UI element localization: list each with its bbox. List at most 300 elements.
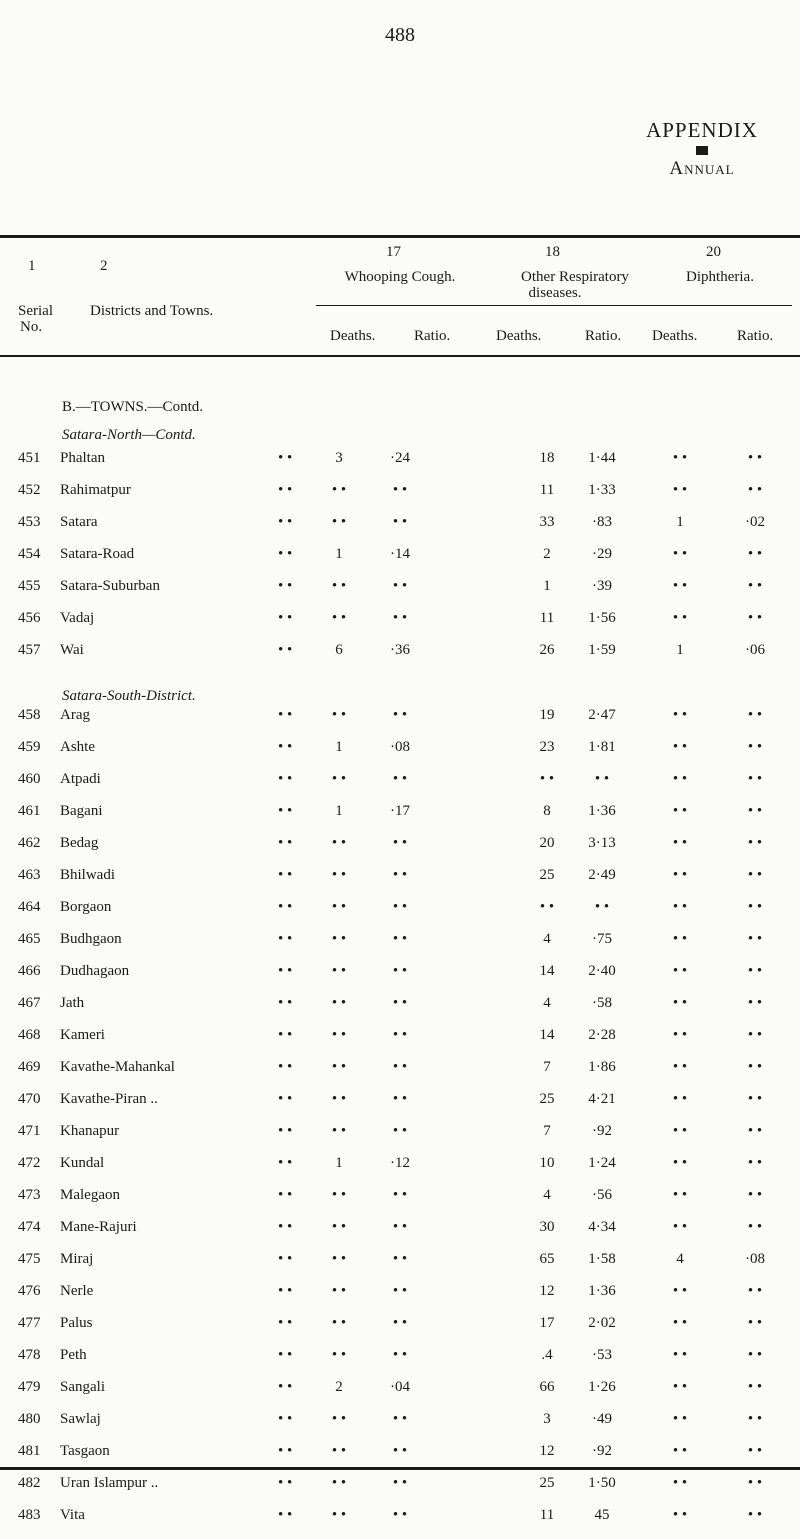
- diphtheria-ratio: • •: [747, 835, 763, 851]
- whooping-cough-ratio: • •: [392, 867, 408, 883]
- whooping-cough-ratio: • •: [392, 931, 408, 947]
- whooping-cough-ratio: ·24: [390, 450, 410, 466]
- whooping-cough-deaths: • •: [331, 931, 347, 947]
- whooping-cough-ratio: ·04: [390, 1379, 410, 1395]
- whooping-cough-ratio: • •: [392, 578, 408, 594]
- bottom-rule: [0, 1467, 800, 1470]
- serial-number: 458: [18, 707, 41, 723]
- whooping-cough-ratio: • •: [392, 1411, 408, 1427]
- diphtheria-deaths: • •: [672, 1507, 688, 1523]
- respiratory-deaths: 8: [543, 803, 551, 819]
- serial-number: 477: [18, 1315, 41, 1331]
- diphtheria-ratio: • •: [747, 1379, 763, 1395]
- table-row: [0, 739, 800, 771]
- town-name: Malegaon: [60, 1187, 120, 1203]
- leader-dots: • •: [278, 1315, 293, 1331]
- respiratory-ratio: • •: [594, 771, 610, 787]
- serial-number: 468: [18, 1027, 41, 1043]
- whooping-cough-deaths: • •: [331, 578, 347, 594]
- serial-number: 453: [18, 514, 41, 530]
- respiratory-deaths: 7: [543, 1059, 551, 1075]
- table-row: [0, 1507, 800, 1539]
- header-ratio-20: Ratio.: [737, 328, 774, 344]
- diphtheria-deaths: • •: [672, 995, 688, 1011]
- leader-dots: • •: [278, 867, 293, 883]
- respiratory-deaths: 4: [543, 1187, 551, 1203]
- header-whooping-cough: Whooping Cough.: [344, 269, 456, 285]
- respiratory-ratio: 2·02: [588, 1315, 616, 1331]
- serial-number: 473: [18, 1187, 41, 1203]
- whooping-cough-ratio: • •: [392, 1475, 408, 1491]
- respiratory-ratio: ·29: [592, 546, 612, 562]
- serial-number: 475: [18, 1251, 41, 1267]
- town-name: Peth: [60, 1347, 87, 1363]
- table-row: [0, 450, 800, 482]
- header-ratio-17: Ratio.: [414, 328, 451, 344]
- leader-dots: • •: [278, 771, 293, 787]
- whooping-cough-deaths: 2: [335, 1379, 343, 1395]
- town-name: Sangali: [60, 1379, 105, 1395]
- respiratory-ratio: 1·56: [588, 610, 616, 626]
- diphtheria-deaths: • •: [672, 482, 688, 498]
- table-row: [0, 803, 800, 835]
- respiratory-deaths: 23: [539, 739, 555, 755]
- leader-dots: • •: [278, 1379, 293, 1395]
- respiratory-ratio: 2·40: [588, 963, 616, 979]
- section-satara-north-heading: Satara-North—Contd.: [62, 427, 196, 443]
- whooping-cough-ratio: • •: [392, 1251, 408, 1267]
- whooping-cough-ratio: ·12: [390, 1155, 410, 1171]
- whooping-cough-ratio: ·14: [390, 546, 410, 562]
- whooping-cough-deaths: • •: [331, 1251, 347, 1267]
- leader-dots: • •: [278, 995, 293, 1011]
- whooping-cough-deaths: • •: [331, 995, 347, 1011]
- respiratory-deaths: 26: [539, 642, 555, 658]
- diphtheria-ratio: • •: [747, 450, 763, 466]
- diphtheria-deaths: • •: [672, 1219, 688, 1235]
- town-name: Bagani: [60, 803, 103, 819]
- serial-number: 480: [18, 1411, 41, 1427]
- whooping-cough-ratio: • •: [392, 1187, 408, 1203]
- header-deaths-18: Deaths.: [496, 328, 542, 344]
- leader-dots: • •: [278, 1187, 293, 1203]
- table-row: [0, 1251, 800, 1283]
- table-row: [0, 1347, 800, 1379]
- whooping-cough-deaths: • •: [331, 835, 347, 851]
- whooping-cough-ratio: • •: [392, 1347, 408, 1363]
- town-name: Bedag: [60, 835, 99, 851]
- diphtheria-ratio: • •: [747, 1219, 763, 1235]
- diphtheria-ratio: • •: [747, 771, 763, 787]
- whooping-cough-ratio: ·36: [390, 642, 410, 658]
- diphtheria-ratio: • •: [747, 1507, 763, 1523]
- diphtheria-deaths: • •: [672, 739, 688, 755]
- diphtheria-deaths: • •: [672, 546, 688, 562]
- diphtheria-ratio: • •: [747, 1027, 763, 1043]
- header-other-respiratory-2: diseases.: [528, 285, 582, 301]
- diphtheria-deaths: • •: [672, 450, 688, 466]
- leader-dots: • •: [278, 642, 293, 658]
- respiratory-ratio: ·49: [592, 1411, 612, 1427]
- town-name: Borgaon: [60, 899, 112, 915]
- leader-dots: • •: [278, 1443, 293, 1459]
- header-deaths-17: Deaths.: [330, 328, 376, 344]
- respiratory-deaths: 11: [539, 1507, 555, 1523]
- diphtheria-deaths: • •: [672, 931, 688, 947]
- serial-number: 451: [18, 450, 41, 466]
- respiratory-ratio: 4·21: [588, 1091, 616, 1107]
- serial-number: 454: [18, 546, 41, 562]
- whooping-cough-deaths: • •: [331, 867, 347, 883]
- town-name: Bhilwadi: [60, 867, 115, 883]
- town-name: Wai: [60, 642, 84, 658]
- town-name: Rahimatpur: [60, 482, 131, 498]
- diphtheria-ratio: • •: [747, 1347, 763, 1363]
- serial-number: 471: [18, 1123, 41, 1139]
- table-row: [0, 578, 800, 610]
- whooping-cough-ratio: • •: [392, 1091, 408, 1107]
- whooping-cough-deaths: • •: [331, 482, 347, 498]
- leader-dots: • •: [278, 1283, 293, 1299]
- header-other-respiratory: Other Respiratory: [521, 269, 629, 285]
- serial-number: 482: [18, 1475, 41, 1491]
- whooping-cough-ratio: • •: [392, 771, 408, 787]
- whooping-cough-ratio: • •: [392, 1315, 408, 1331]
- serial-number: 474: [18, 1219, 41, 1235]
- diphtheria-ratio: • •: [747, 739, 763, 755]
- whooping-cough-deaths: • •: [331, 1027, 347, 1043]
- diphtheria-deaths: • •: [672, 1379, 688, 1395]
- respiratory-ratio: 1·36: [588, 803, 616, 819]
- respiratory-ratio: 2·49: [588, 867, 616, 883]
- town-name: Vita: [60, 1507, 85, 1523]
- town-name: Dudhagaon: [60, 963, 130, 979]
- leader-dots: • •: [278, 514, 293, 530]
- respiratory-deaths: 4: [543, 931, 551, 947]
- respiratory-deaths: 12: [539, 1443, 555, 1459]
- diphtheria-ratio: ·06: [745, 642, 765, 658]
- whooping-cough-deaths: 3: [335, 450, 343, 466]
- diphtheria-deaths: • •: [672, 578, 688, 594]
- section-satara-south-heading: Satara-South-District.: [62, 688, 196, 704]
- page-number: 488: [385, 24, 415, 46]
- table-row: [0, 1219, 800, 1251]
- leader-dots: • •: [278, 1059, 293, 1075]
- leader-dots: • •: [278, 546, 293, 562]
- header-serial: Serial: [18, 303, 53, 319]
- table-row: [0, 610, 800, 642]
- diphtheria-deaths: • •: [672, 610, 688, 626]
- serial-number: 463: [18, 867, 41, 883]
- diphtheria-deaths: • •: [672, 707, 688, 723]
- respiratory-ratio: 1·44: [588, 450, 616, 466]
- diphtheria-deaths: • •: [672, 1123, 688, 1139]
- whooping-cough-ratio: ·08: [390, 739, 410, 755]
- diphtheria-deaths: • •: [672, 1411, 688, 1427]
- whooping-cough-ratio: • •: [392, 1507, 408, 1523]
- whooping-cough-deaths: • •: [331, 1315, 347, 1331]
- whooping-cough-ratio: • •: [392, 1283, 408, 1299]
- respiratory-deaths: 65: [539, 1251, 555, 1267]
- table-row: [0, 514, 800, 546]
- serial-number: 457: [18, 642, 41, 658]
- respiratory-deaths: 7: [543, 1123, 551, 1139]
- respiratory-deaths: 66: [539, 1379, 555, 1395]
- whooping-cough-deaths: 1: [335, 803, 343, 819]
- diphtheria-ratio: • •: [747, 1411, 763, 1427]
- diphtheria-ratio: • •: [747, 1187, 763, 1203]
- respiratory-deaths: 14: [539, 963, 555, 979]
- respiratory-ratio: ·92: [592, 1443, 612, 1459]
- col-number-20: 20: [706, 244, 721, 260]
- respiratory-ratio: ·56: [592, 1187, 612, 1203]
- respiratory-deaths: • •: [539, 899, 555, 915]
- whooping-cough-deaths: 1: [335, 1155, 343, 1171]
- diphtheria-ratio: • •: [747, 1443, 763, 1459]
- leader-dots: • •: [278, 1091, 293, 1107]
- diphtheria-ratio: • •: [747, 963, 763, 979]
- whooping-cough-deaths: • •: [331, 1507, 347, 1523]
- whooping-cough-deaths: • •: [331, 610, 347, 626]
- diphtheria-ratio: • •: [747, 1315, 763, 1331]
- respiratory-ratio: 1·33: [588, 482, 616, 498]
- serial-number: 469: [18, 1059, 41, 1075]
- diphtheria-deaths: • •: [672, 1059, 688, 1075]
- leader-dots: • •: [278, 1507, 293, 1523]
- diphtheria-ratio: • •: [747, 707, 763, 723]
- top-rule: [0, 235, 800, 238]
- col-number-18: 18: [545, 244, 560, 260]
- whooping-cough-ratio: • •: [392, 963, 408, 979]
- diphtheria-ratio: • •: [747, 1123, 763, 1139]
- diphtheria-ratio: • •: [747, 610, 763, 626]
- serial-number: 472: [18, 1155, 41, 1171]
- table-row: [0, 546, 800, 578]
- whooping-cough-deaths: 1: [335, 546, 343, 562]
- table-row: [0, 1091, 800, 1123]
- respiratory-ratio: 1·86: [588, 1059, 616, 1075]
- respiratory-deaths: 25: [539, 1091, 555, 1107]
- respiratory-deaths: 33: [539, 514, 555, 530]
- town-name: Kavathe-Piran ..: [60, 1091, 158, 1107]
- town-name: Sawlaj: [60, 1411, 101, 1427]
- col-number-2: 2: [100, 258, 108, 274]
- respiratory-deaths: 19: [539, 707, 555, 723]
- diphtheria-ratio: ·08: [745, 1251, 765, 1267]
- serial-number: 478: [18, 1347, 41, 1363]
- leader-dots: • •: [278, 1155, 293, 1171]
- leader-dots: • •: [278, 707, 293, 723]
- appendix-heading: [632, 118, 772, 180]
- respiratory-ratio: 45: [594, 1507, 610, 1523]
- leader-dots: • •: [278, 578, 293, 594]
- header-bottom-rule: [0, 355, 800, 357]
- table-row: [0, 1283, 800, 1315]
- respiratory-ratio: 4·34: [588, 1219, 616, 1235]
- whooping-cough-deaths: • •: [331, 1347, 347, 1363]
- table-row: [0, 1475, 800, 1507]
- diphtheria-deaths: • •: [672, 1443, 688, 1459]
- table-row: [0, 1443, 800, 1475]
- table-row: [0, 1187, 800, 1219]
- header-serial-no: No.: [20, 319, 43, 335]
- respiratory-ratio: ·75: [592, 931, 612, 947]
- leader-dots: • •: [278, 1123, 293, 1139]
- table-row: [0, 1059, 800, 1091]
- town-name: Satara: [60, 514, 98, 530]
- respiratory-deaths: 20: [539, 835, 555, 851]
- respiratory-ratio: 1·36: [588, 1283, 616, 1299]
- whooping-cough-ratio: • •: [392, 899, 408, 915]
- diphtheria-ratio: • •: [747, 899, 763, 915]
- table-row: [0, 482, 800, 514]
- section-towns-heading: B.—TOWNS.—Contd.: [62, 399, 203, 415]
- table-row: [0, 1155, 800, 1187]
- town-name: Nerle: [60, 1283, 94, 1299]
- whooping-cough-deaths: • •: [331, 707, 347, 723]
- diphtheria-ratio: • •: [747, 1155, 763, 1171]
- serial-number: 476: [18, 1283, 41, 1299]
- diphtheria-deaths: • •: [672, 867, 688, 883]
- leader-dots: • •: [278, 610, 293, 626]
- respiratory-ratio: • •: [594, 899, 610, 915]
- respiratory-ratio: ·58: [592, 995, 612, 1011]
- diphtheria-deaths: • •: [672, 1347, 688, 1363]
- respiratory-ratio: 1·50: [588, 1475, 616, 1491]
- diphtheria-deaths: 1: [676, 514, 684, 530]
- diphtheria-deaths: • •: [672, 803, 688, 819]
- table-row: [0, 867, 800, 899]
- serial-number: 456: [18, 610, 41, 626]
- whooping-cough-deaths: 6: [335, 642, 343, 658]
- respiratory-ratio: 1·24: [588, 1155, 616, 1171]
- diphtheria-deaths: • •: [672, 1091, 688, 1107]
- serial-number: 467: [18, 995, 41, 1011]
- respiratory-deaths: • •: [539, 771, 555, 787]
- whooping-cough-deaths: • •: [331, 514, 347, 530]
- whooping-cough-deaths: • •: [331, 1475, 347, 1491]
- town-name: Khanapur: [60, 1123, 120, 1139]
- respiratory-deaths: 25: [539, 867, 555, 883]
- header-deaths-20: Deaths.: [652, 328, 698, 344]
- leader-dots: • •: [278, 899, 293, 915]
- leader-dots: • •: [278, 835, 293, 851]
- town-name: Kameri: [60, 1027, 105, 1043]
- respiratory-ratio: ·53: [592, 1347, 612, 1363]
- respiratory-deaths: .4: [541, 1347, 553, 1363]
- whooping-cough-ratio: ·17: [390, 803, 410, 819]
- col-number-1: 1: [28, 258, 36, 274]
- leader-dots: • •: [278, 963, 293, 979]
- table-row: [0, 931, 800, 963]
- table-row: [0, 707, 800, 739]
- serial-number: 470: [18, 1091, 41, 1107]
- respiratory-ratio: 1·59: [588, 642, 616, 658]
- whooping-cough-ratio: • •: [392, 610, 408, 626]
- table-row: [0, 1315, 800, 1347]
- whooping-cough-deaths: • •: [331, 1091, 347, 1107]
- respiratory-ratio: 1·81: [588, 739, 616, 755]
- whooping-cough-ratio: • •: [392, 1027, 408, 1043]
- town-name: Jath: [60, 995, 85, 1011]
- serial-number: 461: [18, 803, 41, 819]
- respiratory-deaths: 14: [539, 1027, 555, 1043]
- table-row: [0, 899, 800, 931]
- table-row: [0, 642, 800, 674]
- respiratory-deaths: 18: [539, 450, 555, 466]
- respiratory-deaths: 1: [543, 578, 551, 594]
- town-name: Atpadi: [60, 771, 101, 787]
- town-name: Uran Islampur ..: [60, 1475, 159, 1491]
- respiratory-deaths: 11: [539, 610, 555, 626]
- whooping-cough-deaths: 1: [335, 739, 343, 755]
- serial-number: 459: [18, 739, 41, 755]
- diphtheria-ratio: • •: [747, 1283, 763, 1299]
- town-name: Palus: [60, 1315, 93, 1331]
- diphtheria-deaths: • •: [672, 1283, 688, 1299]
- whooping-cough-deaths: • •: [331, 1443, 347, 1459]
- appendix-mark: [696, 146, 708, 155]
- whooping-cough-ratio: • •: [392, 995, 408, 1011]
- respiratory-deaths: 30: [539, 1219, 555, 1235]
- leader-dots: • •: [278, 1251, 293, 1267]
- town-name: Satara-Suburban: [60, 578, 160, 594]
- leader-dots: • •: [278, 803, 293, 819]
- leader-dots: • •: [278, 1027, 293, 1043]
- leader-dots: • •: [278, 1347, 293, 1363]
- respiratory-deaths: 25: [539, 1475, 555, 1491]
- serial-number: 460: [18, 771, 41, 787]
- respiratory-deaths: 4: [543, 995, 551, 1011]
- respiratory-deaths: 3: [543, 1411, 551, 1427]
- whooping-cough-deaths: • •: [331, 1411, 347, 1427]
- respiratory-ratio: 2·47: [588, 707, 616, 723]
- diphtheria-ratio: • •: [747, 482, 763, 498]
- whooping-cough-deaths: • •: [331, 963, 347, 979]
- table-row: [0, 771, 800, 803]
- diphtheria-deaths: 1: [676, 642, 684, 658]
- appendix-title: APPENDIX: [646, 118, 758, 142]
- diphtheria-deaths: • •: [672, 835, 688, 851]
- respiratory-ratio: 3·13: [588, 835, 616, 851]
- whooping-cough-ratio: • •: [392, 514, 408, 530]
- leader-dots: • •: [278, 482, 293, 498]
- town-name: Tasgaon: [60, 1443, 110, 1459]
- whooping-cough-ratio: • •: [392, 1123, 408, 1139]
- serial-number: 452: [18, 482, 41, 498]
- leader-dots: • •: [278, 739, 293, 755]
- whooping-cough-deaths: • •: [331, 1219, 347, 1235]
- respiratory-ratio: ·83: [592, 514, 612, 530]
- respiratory-ratio: 1·58: [588, 1251, 616, 1267]
- whooping-cough-deaths: • •: [331, 771, 347, 787]
- leader-dots: • •: [278, 1475, 293, 1491]
- leader-dots: • •: [278, 450, 293, 466]
- town-name: Vadaj: [60, 610, 95, 626]
- diphtheria-deaths: • •: [672, 1187, 688, 1203]
- diphtheria-deaths: • •: [672, 1315, 688, 1331]
- col-number-17: 17: [386, 244, 401, 260]
- table-row: [0, 1123, 800, 1155]
- diphtheria-ratio: • •: [747, 1091, 763, 1107]
- whooping-cough-ratio: • •: [392, 1219, 408, 1235]
- respiratory-ratio: ·92: [592, 1123, 612, 1139]
- diphtheria-ratio: ·02: [745, 514, 765, 530]
- diphtheria-deaths: 4: [676, 1251, 684, 1267]
- whooping-cough-deaths: • •: [331, 1123, 347, 1139]
- serial-number: 462: [18, 835, 41, 851]
- subheader-rule: [316, 305, 792, 306]
